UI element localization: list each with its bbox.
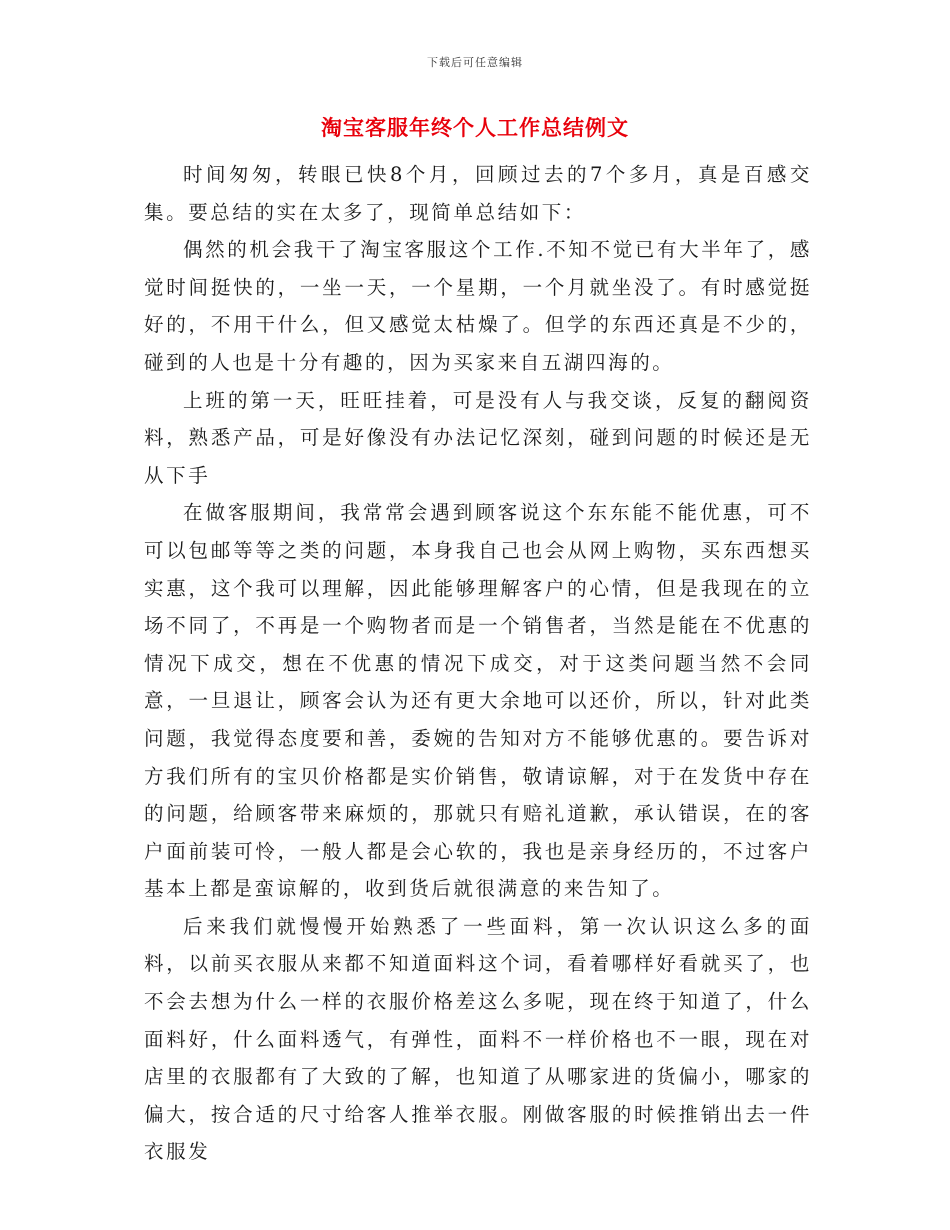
paragraph-2: 偶然的机会我干了淘宝客服这个工作.不知不觉已有大半年了，感觉时间挺快的，一坐一天，一个星期，一个月就坐没了。有时感觉挺好的，不用干什么，但又感觉太枯燥了。但学的东西还真是不少的，碰到的人也是十分有趣的，因为买家来自五湖四海的。 [144, 238, 812, 374]
paragraph-1: 时间匆匆，转眼已快8个月，回顾过去的7个多月，真是百感交集。要总结的实在太多了，现简单总结如下： [144, 163, 812, 224]
paragraph-3: 上班的第一天，旺旺挂着，可是没有人与我交谈，反复的翻阅资料，熟悉产品，可是好像没有办法记忆深刻，碰到问题的时候还是无从下手 [144, 388, 812, 487]
paragraph-5: 后来我们就慢慢开始熟悉了一些面料，第一次认识这么多的面料，以前买衣服从来都不知道面料这个词，看着哪样好看就买了，也不会去想为什么一样的衣服价格差这么多呢，现在终于知道了，什么面料好，什么面料透气，有弹性，面料不一样价格也不一眼，现在对店里的衣服都有了大致的了解，也知道了从哪家进的货偏小，哪家的偏大，按合适的尺寸给客人推举衣服。刚做客服的时候推销出去一件衣服发 [144, 914, 812, 1164]
paragraph-4: 在做客服期间，我常常会遇到顾客说这个东东能不能优惠，可不可以包邮等等之类的问题，本身我自己也会从网上购物，买东西想买实惠，这个我可以理解，因此能够理解客户的心情，但是我现在的立场不同了，不再是一个购物者而是一个销售者，当然是能在不优惠的情况下成交，想在不优惠的情况下成交，对于这类问题当然不会同意，一旦退让，顾客会认为还有更大余地可以还价，所以，针对此类问题，我觉得态度要和善，委婉的告知对方不能够优惠的。要告诉对方我们所有的宝贝价格都是实价销售，敬请谅解，对于在发货中存在的问题，给顾客带来麻烦的，那就只有赔礼道歉，承认错误，在的客户面前装可怜，一般人都是会心软的，我也是亲身经历的，不过客户基本上都是蛮谅解的，收到货后就很满意的来告知了。 [144, 501, 812, 901]
document-body [144, 156, 812, 1171]
document-title: 淘宝客服年终个人工作总结例文 [321, 115, 629, 140]
page-header-note: 下载后可任意编辑 [427, 56, 523, 69]
